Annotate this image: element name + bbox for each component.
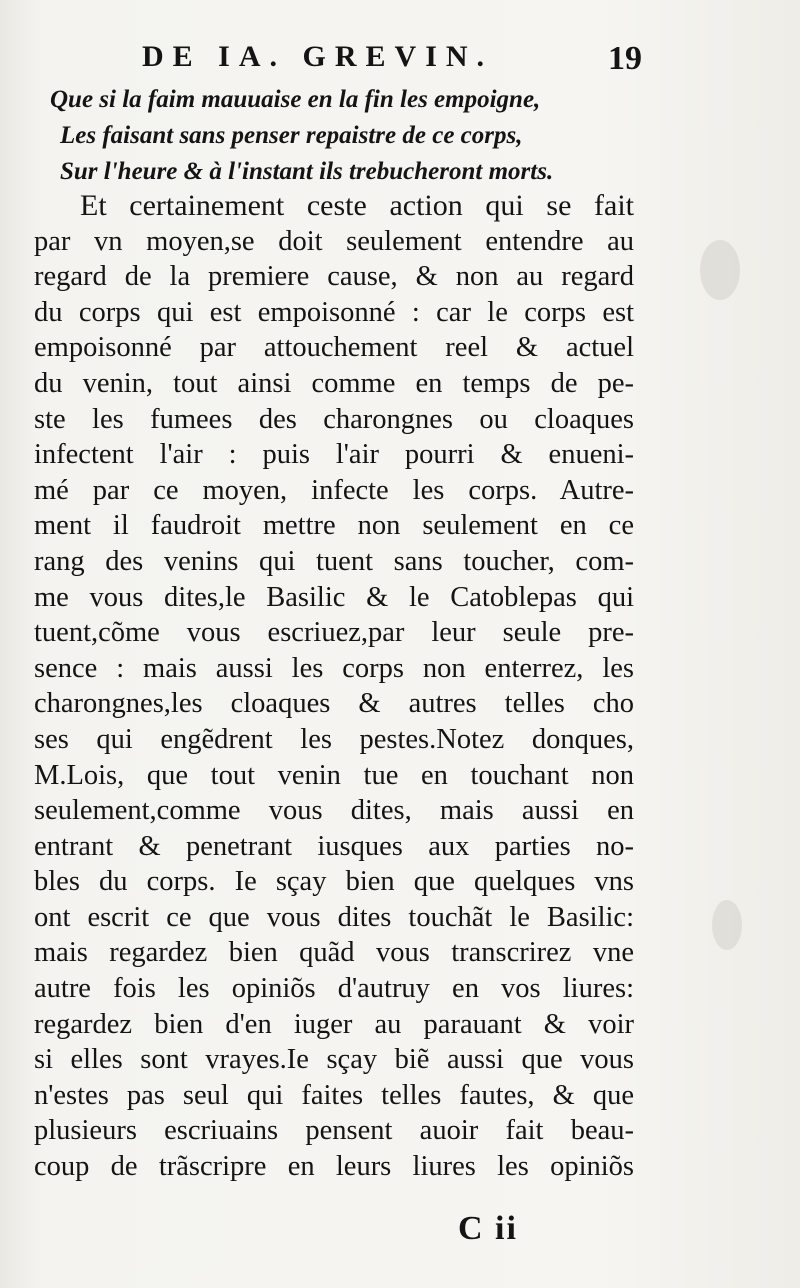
text-line: tuent,cõme vous escriuez,par leur seule pre- <box>34 617 634 649</box>
text-line: ste les fumees des charongnes ou cloaques <box>34 403 634 435</box>
text-line: plusieurs escriuains pensent auoir fait beau- <box>34 1115 634 1147</box>
verse-quotation <box>50 82 630 190</box>
text-line: regard de la premiere cause, & non au regard <box>34 261 634 293</box>
verse-line: Les faisant sans penser repaistre de ce corps, <box>60 122 523 149</box>
text-line: si elles sont vrayes.Ie sçay biẽ aussi que vous <box>34 1044 634 1076</box>
text-line: ont escrit ce que vous dites touchãt le Basilic: <box>34 901 634 933</box>
text-line: infectent l'air : puis l'air pourri & enueni- <box>34 439 634 471</box>
text-line: mais regardez bien quãd vous transcrirez vne <box>34 937 634 969</box>
verse-line: Sur l'heure & à l'instant ils trebucheront morts. <box>60 158 554 185</box>
text-line: ses qui engẽdrent les pestes.Notez donques, <box>34 723 634 755</box>
text-line: seulement,comme vous dites, mais aussi en <box>34 795 634 827</box>
paper-stain <box>700 240 740 300</box>
verse-line: Que si la faim mauuaise en la fin les empoigne, <box>50 86 541 113</box>
text-line: charongnes,les cloaques & autres telles cho <box>34 688 634 720</box>
text-line: par vn moyen,se doit seulement entendre au <box>34 225 634 257</box>
text-line: n'estes pas seul qui faites telles fautes, & que <box>34 1079 634 1111</box>
text-line: Et certainement ceste action qui se fait <box>80 189 634 222</box>
text-line: entrant & penetrant iusques aux parties no- <box>34 830 634 862</box>
running-head: DE IA. GREVIN. <box>142 40 494 73</box>
text-line: empoisonné par attouchement reel & actuel <box>34 332 634 364</box>
text-line: mé par ce moyen, infecte les corps. Autre- <box>34 474 634 506</box>
paper-stain <box>712 900 742 950</box>
page-number: 19 <box>608 40 642 77</box>
text-line: bles du corps. Ie sçay bien que quelques vns <box>34 866 634 898</box>
text-line: rang des venins qui tuent sans toucher, com- <box>34 545 634 577</box>
text-line: sence : mais aussi les corps non enterrez, les <box>34 652 634 684</box>
text-line: M.Lois, que tout venin tue en touchant non <box>34 759 634 791</box>
signature-mark: C ii <box>458 1210 518 1247</box>
text-line: du venin, tout ainsi comme en temps de pe- <box>34 367 634 399</box>
page-header <box>142 40 642 80</box>
text-line: du corps qui est empoisonné : car le corps est <box>34 296 634 328</box>
text-line: me vous dites,le Basilic & le Catoblepas qui <box>34 581 634 613</box>
text-line: coup de trãscripre en leurs liures les opiniõs <box>34 1151 634 1183</box>
body-text <box>34 188 634 1185</box>
text-line: autre fois les opiniõs d'autruy en vos liures: <box>34 973 634 1005</box>
text-line: regardez bien d'en iuger au parauant & voir <box>34 1008 634 1040</box>
text-line: ment il faudroit mettre non seulement en ce <box>34 510 634 542</box>
